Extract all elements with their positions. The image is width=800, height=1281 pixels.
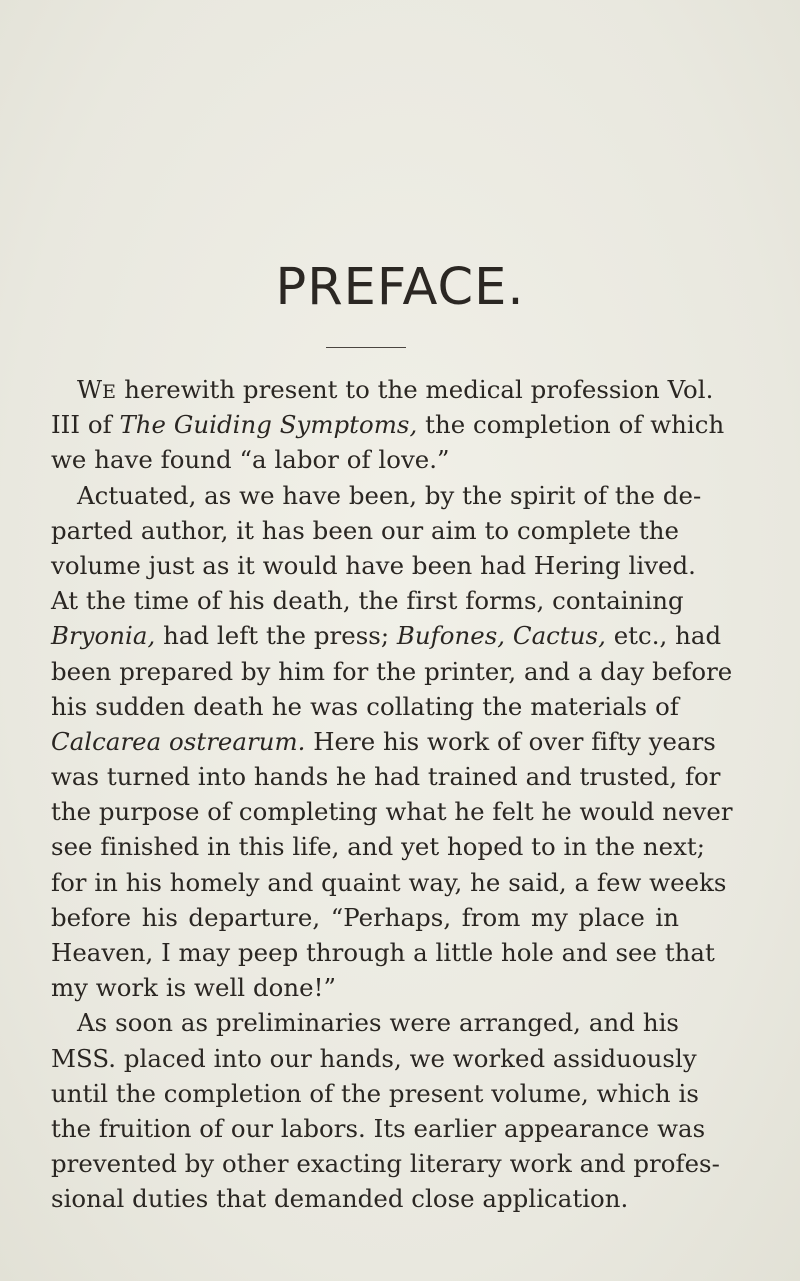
text-run: the fruition of our labors. Its earlier appearance was <box>51 1113 706 1143</box>
text-run: Heaven, I may peep through a little hole and see that <box>51 938 715 967</box>
text-line <box>51 407 725 442</box>
text-line <box>51 513 679 548</box>
text-run: III of <box>51 410 120 440</box>
text-run: see finished in this life, and yet hoped to in the next; <box>51 832 706 862</box>
text-run: the purpose of completing what he felt he would never <box>51 797 733 827</box>
text-line <box>51 654 733 689</box>
italic-text: Calcarea ostrearum. <box>51 726 306 756</box>
text-line <box>51 970 679 1005</box>
text-run: his sudden death he was collating the materials of <box>51 691 679 721</box>
text-run: was turned into hands he had trained and trusted, for <box>51 762 721 792</box>
text-run: At the time of his death, the first forms, containing <box>51 586 684 616</box>
text-run: E <box>102 381 117 403</box>
text-run: had left the press; <box>155 621 397 651</box>
text-line <box>51 1076 699 1111</box>
italic-text: The Guiding Symptoms, <box>119 410 418 440</box>
text-run: parted author, it has been our aim to complete the <box>51 515 679 545</box>
text-run: Here his work of over fifty years <box>305 726 716 756</box>
text-run: sional duties that demanded close application. <box>51 1184 629 1214</box>
text-line <box>51 1041 697 1076</box>
text-run: been prepared by him for the printer, and a day before <box>51 656 733 686</box>
text-line <box>51 865 727 900</box>
text-line <box>51 478 702 513</box>
text-run: As soon as preliminaries were arranged, and his <box>77 1008 679 1038</box>
italic-text: Bufones, Cactus, <box>396 621 606 651</box>
text-line <box>51 1005 679 1040</box>
text-line <box>51 583 684 618</box>
text-run: we have found “a labor of love.” <box>51 445 450 475</box>
text-line <box>51 372 714 407</box>
text-run: the completion of which <box>417 410 725 440</box>
text-run: volume just as it would have been had Hering lived. <box>51 550 696 580</box>
preface-body <box>51 372 733 1217</box>
text-run: Actuated, as we have been, by the spirit of the de- <box>77 480 702 510</box>
text-run: MSS. placed into our hands, we worked assiduously <box>51 1043 697 1073</box>
text-line <box>51 1111 706 1146</box>
text-line <box>51 1181 679 1216</box>
text-run: my work is well done!” <box>51 973 336 1003</box>
text-line <box>51 829 706 864</box>
text-line <box>51 759 721 794</box>
italic-text: Bryonia, <box>51 621 156 651</box>
text-line <box>51 442 679 477</box>
text-run: until the completion of the present volume, which is <box>51 1078 699 1108</box>
text-run: for in his homely and quaint way, he said, a few weeks <box>51 867 727 897</box>
page-title: PREFACE. <box>275 258 525 317</box>
text-run: W <box>77 375 103 404</box>
text-run: before his departure, “Perhaps, from my place in <box>51 902 679 932</box>
text-line <box>51 618 722 653</box>
text-line <box>51 1146 720 1181</box>
text-line <box>51 724 716 759</box>
text-run: etc., had <box>605 621 722 651</box>
text-run: prevented by other exacting literary work and profes- <box>51 1149 720 1179</box>
text-line <box>51 935 715 970</box>
text-line <box>51 794 733 829</box>
text-line <box>51 548 696 583</box>
title-rule <box>326 347 406 348</box>
text-line <box>51 689 679 724</box>
text-run: herewith present to the medical profession Vol. <box>116 375 714 404</box>
text-line <box>51 900 679 935</box>
